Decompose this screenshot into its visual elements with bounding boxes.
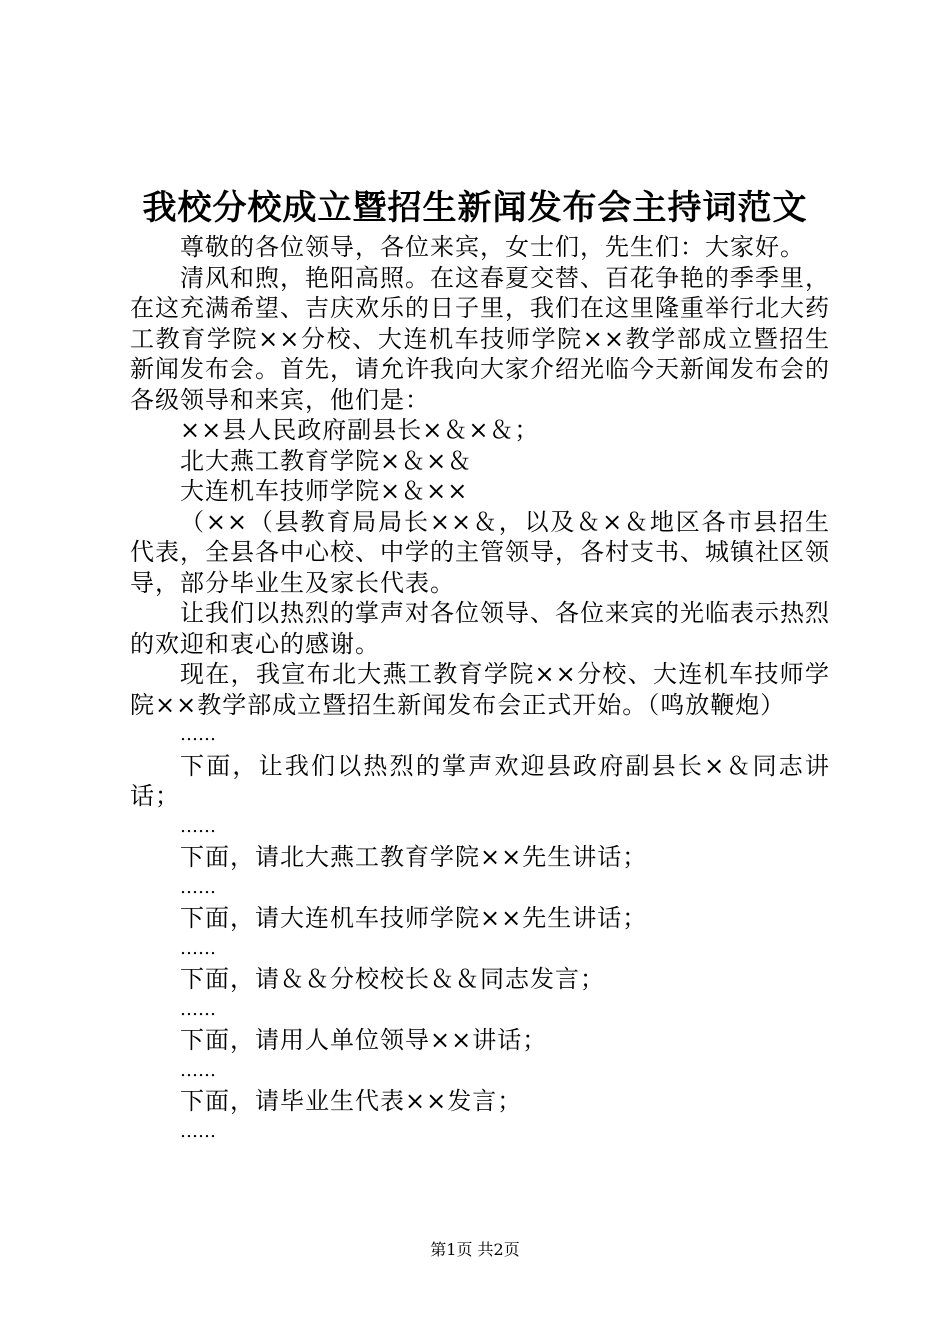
paragraph-speech-3: 下面，请大连机车技师学院××先生讲话； xyxy=(180,904,648,932)
paragraph-guest-2: 北大燕工教育学院×＆×＆ xyxy=(180,446,473,475)
paragraph-speech-6: 下面，请毕业生代表××发言； xyxy=(180,1087,523,1115)
ellipsis-4: …… xyxy=(180,937,216,959)
paragraph-guest-1: ××县人民政府副县长×＆×＆； xyxy=(180,416,540,444)
paragraph-speech-2: 下面，请北大燕工教育学院××先生讲话； xyxy=(180,843,648,871)
paragraph-speech-1: 下面，让我们以热烈的掌声欢迎县政府副县长×＆同志讲话； xyxy=(130,751,830,810)
paragraph-greeting: 尊敬的各位领导，各位来宾，女士们，先生们：大家好。 xyxy=(180,233,805,261)
ellipsis-6: …… xyxy=(180,1059,216,1081)
document-body xyxy=(130,232,830,1147)
ellipsis-2: …… xyxy=(180,815,216,837)
document-title: 我校分校成立暨招生新闻发布会主持词范文 xyxy=(142,188,808,228)
ellipsis-1: …… xyxy=(180,724,216,745)
paragraph-opening: 清风和煦，艳阳高照。在这春夏交替、百花争艳的季季里，在这充满希望、吉庆欢乐的日子里，我们在这里隆重举行北大药工教育学院××分校、大连机车技师学院××教学部成立暨招生新闻发布会。首先，请允许我向大家介绍光临今天新闻发布会的各级领导和来宾，他们是： xyxy=(130,263,830,414)
page-footer: 第1页 共2页 xyxy=(430,1240,520,1259)
paragraph-speech-4: 下面，请＆＆分校校长＆＆同志发言； xyxy=(180,965,605,993)
paragraph-welcome: 让我们以热烈的掌声对各位领导、各位来宾的光临表示热烈的欢迎和衷心的感谢。 xyxy=(130,599,830,658)
paragraph-guest-4: （××（县教育局局长××＆，以及＆×＆地区各市县招生代表，全县各中心校、中学的主管领导，各村支书、城镇社区领导，部分毕业生及家长代表。 xyxy=(130,507,830,597)
ellipsis-7: …… xyxy=(180,1120,216,1142)
paragraph-announce: 现在，我宣布北大燕工教育学院××分校、大连机车技师学院××教学部成立暨招生新闻发布会正式开始。（鸣放鞭炮） xyxy=(130,660,830,719)
paragraph-guest-3: 大连机车技师学院×＆×× xyxy=(180,477,469,505)
ellipsis-5: …… xyxy=(180,998,216,1020)
ellipsis-3: …… xyxy=(180,876,216,898)
paragraph-speech-5: 下面，请用人单位领导××讲话； xyxy=(180,1026,548,1054)
